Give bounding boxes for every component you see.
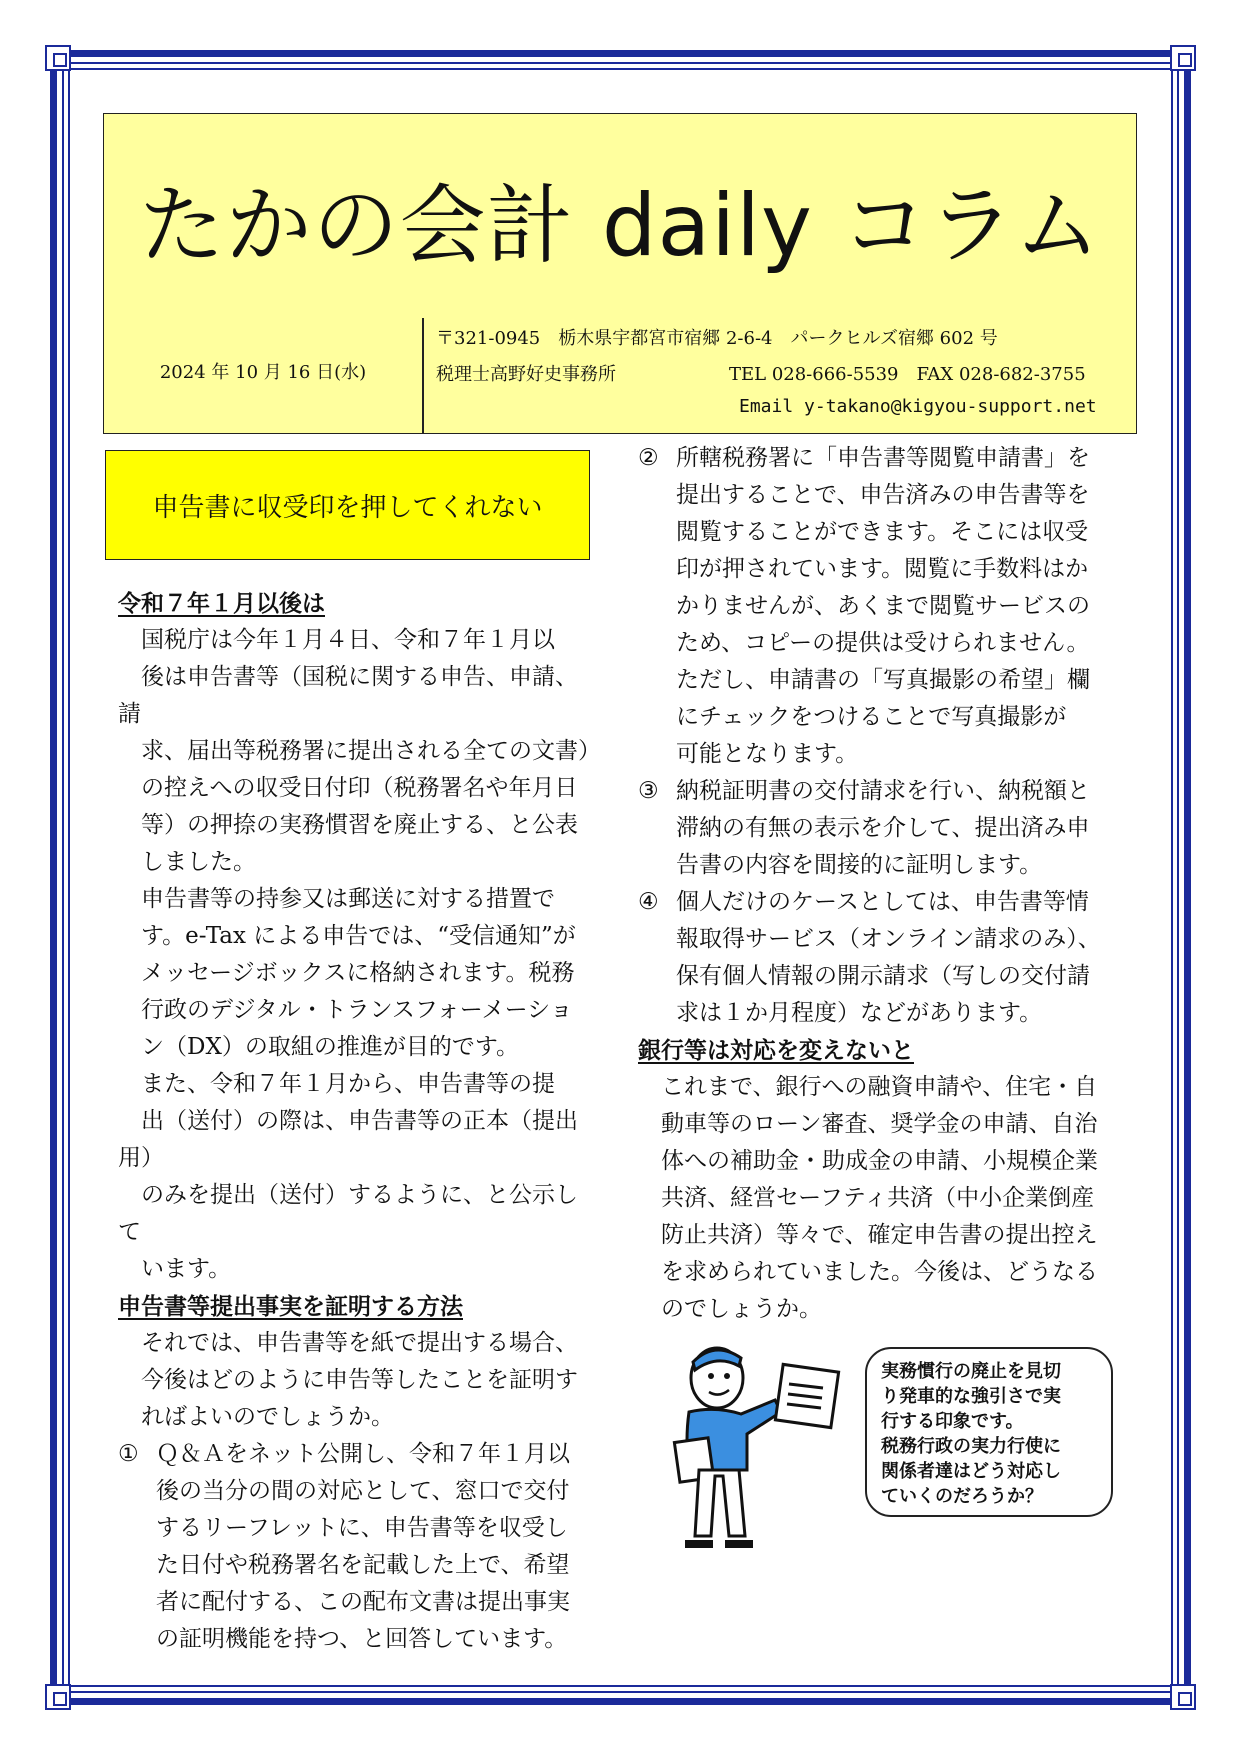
list-item-4: ④ 個人だけのケースとしては、申告書等情 報取得サービス（オンライン請求のみ）、 保有個人情報の開示請求（写しの交付請 求は１か月程度）などがあります。 — [638, 884, 1126, 1032]
corner-ornament-top-right — [1170, 45, 1196, 71]
list-item-2: ② 所轄税務署に「申告書等閲覧申請書」を 提出することで、申告済みの申告書等を 閲覧することができます。そこには収受 印が押されています。閲覧に手数料はか かりませんが、あくまで閲覧サービスの ため、コピーの提供は受けられません。 ただし、申請書の「写真撮影の希望」欄 にチェックをつけることで写真撮影が 可能となります。 — [638, 440, 1126, 773]
masthead-title: たかの会計 daily コラム — [138, 176, 1102, 276]
list-number-3: ③ — [638, 778, 659, 804]
corner-ornament-top-left — [45, 45, 71, 71]
office-name: 税理士高野好史事務所 — [436, 364, 616, 385]
left-column — [118, 585, 600, 1658]
list-number-2: ② — [638, 445, 659, 471]
paragraph-3: また、令和７年１月から、申告書等の提 出（送付）の際は、申告書等の正本（提出用） のみを提出（送付）するように、と公示して います。 — [118, 1071, 578, 1282]
right-column — [638, 440, 1126, 1328]
corner-ornament-bottom-right — [1170, 1684, 1196, 1710]
info-divider — [422, 318, 424, 433]
office-info — [103, 318, 1137, 434]
office-address: 〒321-0945 栃木県宇都宮市宿郷 2-6-4 パークヒルズ宿郷 602 号 — [436, 328, 998, 349]
paragraph-4: それでは、申告書等を紙で提出する場合、 今後はどのように申告等したことを証明す ればよいのでしょうか。 — [141, 1330, 578, 1430]
paragraph-1: 国税庁は今年１月４日、令和７年１月以 後は申告書等（国税に関する申告、申請、請 求、届出等税務署に提出される全ての文書） の控えへの収受日付印（税務署名や年月日 等）の押捺の実務慣習を廃止する、と公表 しました。 — [118, 627, 601, 875]
list-item-3: ③ 納税証明書の交付請求を行い、納税額と 滞納の有無の表示を介して、提出済み申 告書の内容を間接的に証明します。 — [638, 773, 1126, 884]
list-number-1: ① — [118, 1441, 139, 1467]
presenter-illustration — [655, 1340, 875, 1560]
list-item-1: ① Ｑ＆Ａをネット公開し、令和７年１月以 後の当分の間の対応として、窓口で交付 するリーフレットに、申告書等を収受し た日付や税務署名を記載した上で、希望 者に配付する、この配布文書は提出事実 の証明機能を持つ、と回答しています。 — [118, 1436, 600, 1658]
masthead — [103, 113, 1137, 319]
office-tel-fax: TEL 028-666-5539 FAX 028-682-3755 — [729, 364, 1086, 385]
paragraph-2: 申告書等の持参又は郵送に対する措置で す。e-Tax による申告では、“受信通知”が メッセージボックスに格納されます。税務 行政のデジタル・トランスフォーメーショ ン（DX）の取組の推進が目的です。 — [141, 886, 576, 1060]
section-heading-2: 申告書等提出事実を証明する方法 — [118, 1293, 463, 1320]
paragraph-5: これまで、銀行への融資申請や、住宅・自 動車等のローン審査、奨学金の申請、自治 体への補助金・助成金の申請、小規模企業 共済、経営セーフティ共済（中小企業倒産 防止共済）等々で、確定申告書の提出控え を求められていました。今後は、どうなる のでしょうか。 — [661, 1074, 1098, 1322]
topic-title: 申告書に収受印を押してくれない — [105, 450, 590, 560]
speech-bubble: 実務慣行の廃止を見切 り発車的な強引さで実 行する印象です。 税務行政の実力行使に 関係者達はどう対応し ていくのだろうか？ — [865, 1347, 1113, 1517]
office-email: Email y-takano@kigyou-support.net — [739, 396, 1097, 417]
issue-date: 2024 年 10 月 16 日(水) — [159, 362, 367, 383]
corner-ornament-bottom-left — [45, 1684, 71, 1710]
list-number-4: ④ — [638, 889, 659, 915]
section-heading-3: 銀行等は対応を変えないと — [638, 1037, 914, 1064]
section-heading-1: 令和７年１月以後は — [118, 590, 325, 617]
